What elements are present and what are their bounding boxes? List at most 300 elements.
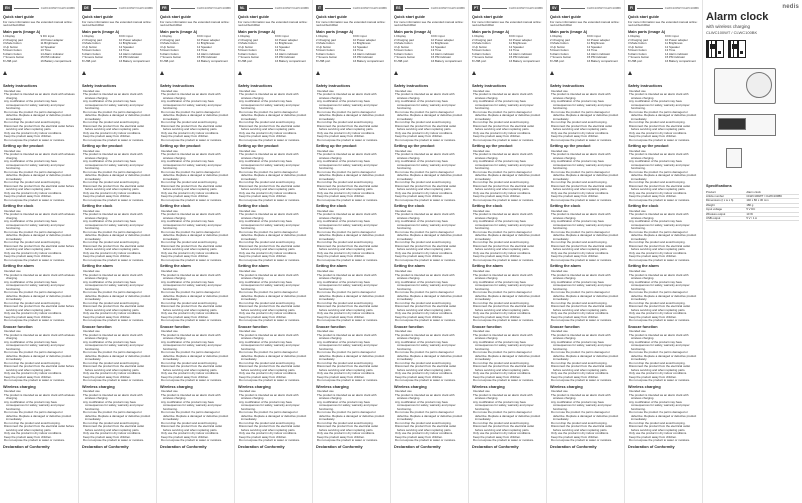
spec-label: Weight [706, 203, 746, 207]
warning-icon [238, 71, 243, 75]
bullet-item: Any modification of the product may have consequences for safety, warranty and proper functioning. [239, 99, 300, 111]
bullet-item: Do not expose the product to water or moisture. [473, 197, 535, 202]
bullet-item: Keep the product away from children. [317, 434, 365, 439]
bullet-item: Disconnect the product from the electrical outlet before servicing and when replacing parts. [629, 424, 691, 432]
bullet-item: The product is intended as an alarm clock with wireless charging. [161, 152, 221, 160]
part-item: 13 Time [431, 48, 442, 53]
section-heading: Setting the alarm [82, 264, 113, 269]
part-item: 8 USB port [628, 58, 643, 63]
section-heading: Declaration of Conformity [316, 444, 363, 449]
bullet-item: Keep the product away from children. [473, 194, 521, 199]
part-item: 9 DC input [509, 34, 523, 39]
bullet-item: Do not expose the product to water or moisture. [161, 257, 223, 262]
bullet-item: Keep the product away from children. [83, 194, 131, 199]
part-item: 10 Power adapter [665, 37, 688, 42]
bullet-item: The product is intended as an alarm clock with wireless charging. [395, 272, 455, 281]
part-item: 10 Power adapter [587, 37, 610, 42]
bullet-item: Intended use [239, 148, 256, 153]
bullet-item: Do not use the product if a part is damaged or defective. Replace a damaged or defective product immediately. [629, 169, 697, 181]
bullet-item: Do not drop the product and avoid bumping. [473, 180, 530, 185]
column-header [316, 4, 387, 12]
spec-label: Article number [706, 195, 746, 199]
part-item: 6 Alarm button [3, 51, 22, 56]
bullet-item: The product is intended as an alarm clock with wireless charging. [551, 272, 611, 281]
bullet-item: Disconnect the product from the electrical outlet before servicing and when replacing parts. [473, 243, 535, 252]
spec-label: Input voltage [706, 208, 746, 212]
bullet-item: Do not drop the product and avoid bumping. [161, 120, 218, 125]
bullet-item: Do not use the product if a part is damaged or defective. Replace a damaged or defective product immediately. [317, 109, 385, 121]
bullet-item: Only use the product in dry indoor conditions. [551, 250, 610, 255]
bullet-item: Do not drop the product and avoid bumping. [551, 120, 608, 125]
section-heading: Quick start guide [472, 15, 504, 19]
bullet-item: The product is intended as an alarm clock with wireless charging. [161, 212, 221, 220]
bullet-item: Do not drop the product and avoid bumping. [4, 120, 61, 125]
bullet-item: Any modification of the product may have consequences for safety, warranty and proper functioning. [161, 399, 222, 411]
part-item: 7 Snooze button [550, 55, 572, 60]
bullet-item: Disconnect the product from the electrical outlet before servicing and when replacing parts. [239, 123, 301, 132]
bullet-item: Intended use [395, 389, 412, 394]
bullet-item: Keep the product away from children. [473, 254, 521, 259]
bullet-item: Intended use [161, 88, 178, 93]
part-item: 2 Charging pad [472, 37, 492, 42]
language-flag: PT [474, 6, 479, 10]
warning-icon [160, 71, 165, 75]
bullet-item: Intended use [317, 389, 334, 394]
bullet-item: Intended use [551, 389, 568, 394]
bullet-item: Intended use [161, 269, 178, 274]
bullet-item: Keep the product away from children. [4, 314, 52, 319]
bullet-item: Do not use the product if a part is damaged or defective. Replace a damaged or defective product immediately. [83, 229, 151, 241]
part-item: 16 Battery compartment [40, 58, 72, 63]
part-item: 10 Power adapter [431, 37, 454, 42]
bullet-item: Do not expose the product to water or moisture. [4, 257, 66, 262]
article-ref: CLWC100WT/CLWC100BK [274, 6, 309, 10]
section-heading: Declaration of Conformity [472, 444, 519, 449]
bullet-item: Intended use [395, 88, 412, 93]
article-ref: CLWC100WT/CLWC100BK [40, 6, 75, 10]
part-item: 8 USB port [3, 58, 18, 63]
bullet-item: Do not use the product if a part is damaged or defective. Replace a damaged or defective product immediately. [4, 410, 72, 422]
bullet-item: Intended use [629, 88, 646, 93]
bullet-item: Disconnect the product from the electrical outlet before servicing and when replacing parts. [551, 364, 613, 372]
bullet-item: Do not expose the product to water or moisture. [161, 438, 223, 443]
column-header [160, 4, 231, 12]
bullet-item: Only use the product in dry indoor conditions. [395, 250, 454, 255]
bullet-item: Disconnect the product from the electrical outlet before servicing and when replacing parts. [395, 424, 457, 432]
bullet-item: Keep the product away from children. [161, 134, 209, 139]
bullet-item: Intended use [551, 269, 568, 274]
part-item: 5 Down button [3, 48, 22, 53]
bullet-item: Keep the product away from children. [551, 194, 599, 199]
section-heading: Safety instructions [628, 84, 663, 89]
bullet-item: Intended use [473, 329, 490, 334]
bullet-item: Do not use the product if a part is damaged or defective. Replace a damaged or defective product immediately. [83, 350, 151, 362]
bullet-item: Intended use [317, 208, 334, 213]
bullet-item: Do not expose the product to water or moisture. [4, 197, 66, 202]
part-item: 15 PM indicator [353, 55, 374, 60]
warning-icon [628, 71, 633, 75]
part-item: 8 USB port [394, 58, 409, 63]
spec-value: 10 W [746, 212, 799, 216]
bullet-item: Any modification of the product may have consequences for safety, warranty and proper functioning. [629, 159, 690, 171]
bullet-item: Do not use the product if a part is damaged or defective. Replace a damaged or defective product immediately. [4, 350, 72, 362]
bullet-item: Disconnect the product from the electrical outlet before servicing and when replacing parts. [551, 304, 613, 312]
column-header [82, 4, 153, 12]
section-heading: Setting the clock [472, 204, 503, 209]
part-item: 5 Down button [394, 48, 413, 53]
bullet-item: Do not expose the product to water or moisture. [83, 378, 145, 383]
bullet-item: The product is intended as an alarm clock with wireless charging. [629, 272, 689, 281]
bullet-item: Do not drop the product and avoid bumping. [4, 420, 61, 425]
bullet-item: The product is intended as an alarm clock with wireless charging. [473, 332, 533, 341]
bullet-item: Only use the product in dry indoor conditions. [239, 431, 298, 436]
brand-logo: nedis [782, 4, 799, 10]
bullet-item: Intended use [161, 148, 178, 153]
body-text: For more information see the extended manual online: ned.is/clwc100wt [316, 19, 386, 28]
charging-pad-outline [746, 72, 772, 98]
bullet-item: Keep the product away from children. [4, 194, 52, 199]
part-item: 1 Display [3, 34, 15, 39]
part-item: 16 Battery compartment [665, 58, 696, 63]
bullet-item: Do not use the product if a part is damaged or defective. Replace a damaged or defective product immediately. [161, 229, 229, 241]
bullet-item: Intended use [473, 269, 490, 274]
bullet-item: Do not drop the product and avoid bumping. [161, 360, 218, 365]
language-flag: FR [162, 6, 167, 10]
part-item: 12 Speaker [587, 44, 602, 49]
part-item: 7 Snooze button [160, 55, 182, 60]
part-item: 10 Power adapter [509, 37, 532, 42]
bullet-item: Do not expose the product to water or moisture. [629, 378, 691, 383]
bullet-item: Only use the product in dry indoor conditions. [161, 130, 220, 135]
bullet-item: Intended use [4, 389, 21, 394]
bullet-item: Do not drop the product and avoid bumping. [161, 300, 218, 305]
bullet-item: Any modification of the product may have consequences for safety, warranty and proper functioning. [551, 399, 612, 411]
part-item: 15 PM indicator [587, 55, 608, 60]
qr-row [706, 40, 799, 58]
bullet-item: Do not expose the product to water or moisture. [161, 197, 223, 202]
bullet-item: Only use the product in dry indoor conditions. [161, 190, 220, 195]
bullet-item: The product is intended as an alarm clock with wireless charging. [317, 392, 377, 401]
bullet-item: Disconnect the product from the electrical outlet before servicing and when replacing parts. [395, 123, 457, 132]
section-heading: Setting the clock [82, 204, 113, 209]
bullet-item: Intended use [239, 389, 256, 394]
bullet-item: The product is intended as an alarm clock with wireless charging. [4, 92, 75, 100]
section-heading: Main parts (image A) [316, 29, 354, 34]
bullet-item: Only use the product in dry indoor conditions. [629, 190, 688, 195]
qr-code-icon [728, 40, 746, 58]
bullet-item: Do not expose the product to water or moisture. [239, 318, 301, 323]
section-heading: Declaration of Conformity [550, 444, 597, 449]
bullet-item: Only use the product in dry indoor conditions. [317, 371, 376, 376]
bullet-item: Disconnect the product from the electrical outlet before servicing and when replacing parts. [83, 123, 145, 132]
section-heading: Setting the clock [316, 204, 347, 209]
bullet-item: Intended use [161, 208, 178, 213]
bullet-item: Do not drop the product and avoid bumping. [83, 120, 140, 125]
article-ref: CLWC100WT/CLWC100BK [118, 6, 153, 10]
part-item: 8 USB port [472, 58, 487, 63]
bullet-item: Only use the product in dry indoor conditions. [239, 371, 298, 376]
bullet-item: Intended use [629, 389, 646, 394]
part-item: 6 Alarm button [82, 51, 101, 56]
part-item: 13 Time [665, 48, 676, 53]
spec-label: Dimensions (l x w x h) [706, 199, 746, 203]
bullet-item: Disconnect the product from the electrical outlet before servicing and when replacing parts. [473, 123, 535, 132]
bullet-item: Intended use [83, 88, 100, 93]
bullet-item: Disconnect the product from the electrical outlet before servicing and when replacing parts. [629, 364, 691, 372]
bullet-item: Do not drop the product and avoid bumping. [629, 240, 686, 245]
part-item: 11 Brightness [275, 41, 293, 46]
part-item: 14 Alarm indicator [197, 51, 221, 56]
part-item: 3 Mode button [628, 41, 647, 46]
part-item: 2 Charging pad [550, 37, 570, 42]
section-heading: Snooze function [628, 324, 658, 329]
bullet-item: Keep the product away from children. [161, 254, 209, 259]
bullet-item: Do not drop the product and avoid bumping. [83, 420, 140, 425]
bullet-item: The product is intended as an alarm clock with wireless charging. [473, 152, 533, 160]
bullet-item: Disconnect the product from the electrical outlet before servicing and when replacing parts. [629, 243, 691, 252]
bullet-item: Intended use [395, 329, 412, 334]
section-heading: Quick start guide [160, 15, 192, 19]
bullet-item: Any modification of the product may have consequences for safety, warranty and proper functioning. [4, 399, 65, 411]
section-heading: Snooze function [316, 324, 346, 329]
section-heading: Wireless charging [3, 384, 36, 389]
bullet-item: Intended use [551, 148, 568, 153]
bullet-item: Only use the product in dry indoor conditions. [161, 431, 220, 436]
bullet-item: Keep the product away from children. [4, 254, 52, 259]
part-item: 15 PM indicator [509, 55, 530, 60]
bullet-item: Any modification of the product may have consequences for safety, warranty and proper functioning. [395, 219, 456, 231]
bullet-item: Keep the product away from children. [239, 194, 287, 199]
bullet-item: Keep the product away from children. [629, 314, 677, 319]
bullet-item: Do not expose the product to water or moisture. [161, 318, 223, 323]
bullet-item: Keep the product away from children. [395, 194, 443, 199]
bullet-item: Keep the product away from children. [473, 374, 521, 379]
part-item: 5 Down button [628, 48, 647, 53]
section-heading: Setting the clock [394, 204, 425, 209]
bullet-item: Any modification of the product may have consequences for safety, warranty and proper functioning. [239, 219, 300, 231]
header-rule [482, 8, 506, 9]
bullet-item: Only use the product in dry indoor conditions. [4, 250, 63, 255]
part-item: 9 DC input [431, 34, 445, 39]
bullet-item: Do not expose the product to water or moisture. [239, 137, 301, 142]
bullet-item: Disconnect the product from the electrical outlet before servicing and when replacing parts. [161, 304, 223, 312]
language-flag: DE [84, 6, 89, 10]
bullet-item: Disconnect the product from the electrical outlet before servicing and when replacing parts. [239, 364, 301, 372]
bullet-item: Intended use [4, 148, 21, 153]
part-item: 8 USB port [550, 58, 565, 63]
bullet-item: Do not drop the product and avoid bumping. [551, 180, 608, 185]
spec-value: 140 x 80 x 30 mm [746, 199, 799, 203]
part-item: 9 DC input [275, 34, 289, 39]
bullet-item: Do not use the product if a part is damaged or defective. Replace a damaged or defective product immediately. [83, 410, 151, 422]
header-rule [14, 8, 39, 9]
bullet-item: Disconnect the product from the electrical outlet before servicing and when replacing parts. [395, 364, 457, 372]
section-heading: Quick start guide [550, 15, 582, 19]
bullet-item: Do not expose the product to water or moisture. [239, 257, 301, 262]
part-item: 15 PM indicator [665, 55, 686, 60]
bullet-item: Do not drop the product and avoid bumping. [395, 420, 452, 425]
section-heading: Setting up the product [3, 144, 44, 149]
bullet-item: Any modification of the product may have consequences for safety, warranty and proper functioning. [395, 339, 456, 351]
part-item: 16 Battery compartment [431, 58, 462, 63]
bullet-item: Only use the product in dry indoor conditions. [4, 371, 63, 376]
part-item: 14 Alarm indicator [275, 51, 299, 56]
bullet-item: Intended use [395, 148, 412, 153]
part-item: 7 Snooze button [238, 55, 260, 60]
bullet-item: Do not use the product if a part is damaged or defective. Replace a damaged or defective product immediately. [473, 410, 541, 422]
bullet-item: Do not use the product if a part is damaged or defective. Replace a damaged or defective product immediately. [473, 109, 541, 121]
bullet-item: Disconnect the product from the electrical outlet before servicing and when replacing parts. [395, 183, 457, 192]
bullet-item: Only use the product in dry indoor conditions. [317, 431, 376, 436]
part-item: 13 Time [119, 48, 130, 53]
bullet-item: The product is intended as an alarm clock with wireless charging. [4, 272, 75, 281]
section-heading: Wireless charging [394, 384, 427, 389]
bullet-item: Only use the product in dry indoor conditions. [395, 190, 454, 195]
bullet-item: Do not use the product if a part is damaged or defective. Replace a damaged or defective product immediately. [473, 169, 541, 181]
bullet-item: Intended use [551, 208, 568, 213]
part-item: 8 USB port [238, 58, 253, 63]
bullet-item: Do not use the product if a part is damaged or defective. Replace a damaged or defective product immediately. [161, 169, 229, 181]
header-rule [249, 8, 273, 9]
section-heading: Safety instructions [238, 84, 273, 89]
bullet-item: Keep the product away from children. [473, 134, 521, 139]
bullet-item: Do not use the product if a part is damaged or defective. Replace a damaged or defective product immediately. [395, 410, 463, 422]
section-heading: Setting the alarm [3, 264, 34, 269]
section-heading: Snooze function [238, 324, 268, 329]
bullet-item: Any modification of the product may have consequences for safety, warranty and proper functioning. [629, 219, 690, 231]
bullet-item: Intended use [551, 329, 568, 334]
bullet-item: The product is intended as an alarm clock with wireless charging. [473, 212, 533, 220]
bullet-item: The product is intended as an alarm clock with wireless charging. [629, 392, 689, 401]
bullet-item: Do not expose the product to water or moisture. [395, 137, 457, 142]
bullet-item: Any modification of the product may have consequences for safety, warranty and proper functioning. [551, 99, 612, 111]
bullet-item: Only use the product in dry indoor conditions. [473, 311, 532, 316]
bullet-item: Keep the product away from children. [4, 134, 52, 139]
section-heading: Safety instructions [3, 84, 38, 89]
bullet-item: Any modification of the product may have consequences for safety, warranty and proper functioning. [161, 159, 222, 171]
bullet-item: Any modification of the product may have consequences for safety, warranty and proper functioning. [161, 339, 222, 351]
bullet-item: Do not drop the product and avoid bumping. [395, 180, 452, 185]
part-item: 7 Snooze button [472, 55, 494, 60]
bullet-item: Do not expose the product to water or moisture. [317, 137, 379, 142]
body-text: For more information see the extended manual online: ned.is/clwc100wt [472, 19, 542, 28]
warning-icon [472, 71, 477, 75]
article-ref: CLWC100WT/CLWC100BK [430, 6, 465, 10]
body-text: For more information see the extended manual online: ned.is/clwc100wt [394, 19, 464, 28]
bullet-item: Intended use [317, 269, 334, 274]
part-item: 13 Time [197, 48, 208, 53]
bullet-item: Disconnect the product from the electrical outlet before servicing and when replacing parts. [4, 304, 75, 312]
product-subtitle: with wireless charging [706, 24, 751, 29]
bullet-item: Only use the product in dry indoor conditions. [83, 130, 142, 135]
bullet-item: Do not use the product if a part is damaged or defective. Replace a damaged or defective product immediately. [395, 229, 463, 241]
language-column-sv [546, 0, 624, 503]
bullet-item: Disconnect the product from the electrical outlet before servicing and when replacing parts. [395, 243, 457, 252]
bullet-item: Only use the product in dry indoor conditions. [629, 311, 688, 316]
part-item: 13 Time [353, 48, 364, 53]
section-heading: Declaration of Conformity [160, 444, 207, 449]
bullet-item: Any modification of the product may have consequences for safety, warranty and proper functioning. [629, 279, 690, 291]
bullet-item: Disconnect the product from the electrical outlet before servicing and when replacing parts. [239, 424, 301, 432]
bullet-item: Any modification of the product may have consequences for safety, warranty and proper functioning. [473, 219, 534, 231]
bullet-item: Only use the product in dry indoor conditions. [317, 130, 376, 135]
bullet-item: Do not drop the product and avoid bumping. [473, 360, 530, 365]
spec-value: 5 V DC [746, 208, 799, 212]
bullet-item: Disconnect the product from the electrical outlet before servicing and when replacing parts. [395, 304, 457, 312]
bullet-item: Any modification of the product may have consequences for safety, warranty and proper functioning. [4, 219, 65, 231]
bullet-item: Do not drop the product and avoid bumping. [239, 300, 296, 305]
bullet-item: Disconnect the product from the electrical outlet before servicing and when replacing parts. [83, 424, 145, 432]
bullet-item: Keep the product away from children. [551, 374, 599, 379]
body-text: For more information see the extended manual online: ned.is/clwc100wt [628, 19, 698, 28]
part-item: 2 Charging pad [316, 37, 336, 42]
section-heading: Wireless charging [550, 384, 583, 389]
bullet-item: Only use the product in dry indoor conditions. [473, 190, 532, 195]
part-item: 15 PM indicator [40, 55, 61, 60]
header-rule [171, 8, 195, 9]
part-item: 14 Alarm indicator [353, 51, 377, 56]
spec-value: CLWC100WT / CLWC100BK [746, 195, 799, 199]
spec-heading: Specifications [706, 184, 732, 188]
bullet-item: The product is intended as an alarm clock with wireless charging. [83, 392, 143, 401]
article-ref: CLWC100WT/CLWC100BK [508, 6, 543, 10]
part-item: 16 Battery compartment [119, 58, 150, 63]
bullet-item: The product is intended as an alarm clock with wireless charging. [83, 212, 143, 220]
bullet-item: Keep the product away from children. [161, 194, 209, 199]
bullet-item: Do not drop the product and avoid bumping. [83, 300, 140, 305]
bullet-item: Do not use the product if a part is damaged or defective. Replace a damaged or defective product immediately. [161, 350, 229, 362]
bullet-item: Do not use the product if a part is damaged or defective. Replace a damaged or defective product immediately. [317, 290, 385, 302]
bullet-item: Keep the product away from children. [629, 374, 677, 379]
bullet-item: Intended use [239, 329, 256, 334]
section-heading: Snooze function [160, 324, 190, 329]
bullet-item: Any modification of the product may have consequences for safety, warranty and proper functioning. [4, 279, 65, 291]
part-item: 8 USB port [82, 58, 97, 63]
part-item: 11 Brightness [197, 41, 215, 46]
bullet-item: Do not drop the product and avoid bumping. [317, 120, 374, 125]
part-item: 6 Alarm button [238, 51, 257, 56]
bullet-item: Only use the product in dry indoor conditions. [629, 130, 688, 135]
warning-icon [550, 71, 555, 75]
part-item: 9 DC input [353, 34, 367, 39]
spec-row [706, 217, 799, 221]
body-text: For more information see the extended manual online: ned.is/clwc100wt [238, 19, 308, 28]
diagram-a [706, 62, 799, 182]
part-item: 10 Power adapter [275, 37, 298, 42]
section-heading: Quick start guide [628, 15, 660, 19]
part-item: 1 Display [238, 34, 250, 39]
part-item: 6 Alarm button [550, 51, 569, 56]
part-item: 16 Battery compartment [197, 58, 228, 63]
part-item: 4 Up button [472, 44, 487, 49]
bullet-item: Only use the product in dry indoor conditions. [83, 431, 142, 436]
bullet-item: Do not expose the product to water or moisture. [317, 318, 379, 323]
bullet-item: Do not expose the product to water or moisture. [83, 197, 145, 202]
language-flag: SV [552, 6, 557, 10]
section-heading: Main parts (image A) [550, 29, 588, 34]
part-item: 16 Battery compartment [587, 58, 618, 63]
section-heading: Safety instructions [316, 84, 351, 89]
bullet-item: Any modification of the product may have consequences for safety, warranty and proper functioning. [551, 339, 612, 351]
part-item: 7 Snooze button [316, 55, 338, 60]
bullet-item: Any modification of the product may have consequences for safety, warranty and proper functioning. [629, 99, 690, 111]
section-heading: Setting the alarm [316, 264, 347, 269]
bullet-item: Disconnect the product from the electrical outlet before servicing and when replacing parts. [83, 304, 145, 312]
bullet-item: Do not drop the product and avoid bumping. [395, 240, 452, 245]
bullet-item: Keep the product away from children. [83, 314, 131, 319]
bullet-item: Disconnect the product from the electrical outlet before servicing and when replacing parts. [629, 183, 691, 192]
bullet-item: The product is intended as an alarm clock with wireless charging. [4, 392, 75, 401]
